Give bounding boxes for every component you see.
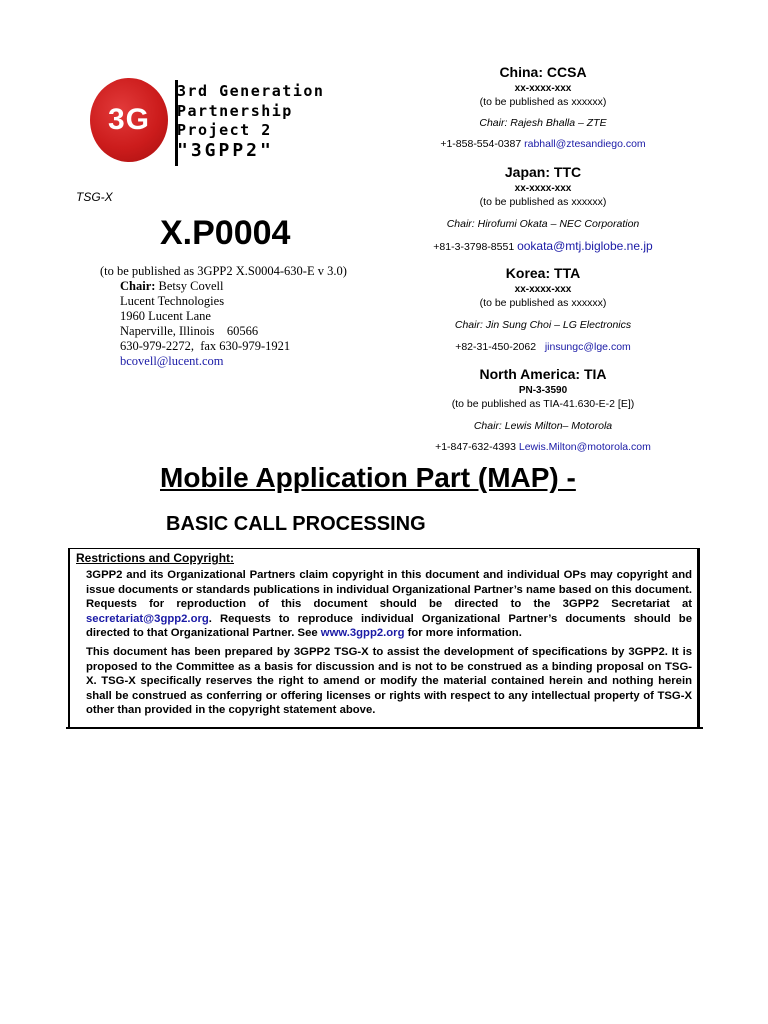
logo-line-4: "3GPP2"	[177, 140, 274, 161]
org-japan-contact	[408, 239, 678, 253]
copyright-box-shadow	[66, 727, 703, 729]
copyright-paragraph-1	[86, 568, 692, 641]
document-subtitle: BASIC CALL PROCESSING	[166, 513, 426, 535]
logo-line-2: Partnership	[177, 102, 293, 120]
chair-company: Lucent Technologies	[120, 294, 225, 308]
org-china-name: China: CCSA	[499, 64, 587, 80]
chair-name: Betsy Covell	[158, 279, 224, 293]
org-korea-email-link[interactable]: jinsungc@lge.com	[544, 341, 631, 353]
chair-address-1: 1960 Lucent Lane	[120, 309, 211, 323]
logo-3g-text: 3G	[107, 103, 151, 136]
org-tia-name: North America: TIA	[479, 366, 607, 382]
copyright-para1-text-c: for more information.	[404, 627, 522, 639]
publish-note: (to be published as 3GPP2 X.S0004-630-E v 3.0)	[100, 264, 347, 278]
org-korea-name: Korea: TTA	[505, 265, 581, 281]
org-tia-email-link[interactable]: Lewis.Milton@motorola.com	[518, 441, 651, 453]
3gpp2-logo-mark	[90, 78, 168, 162]
org-tia-chair: Chair: Lewis Milton– Motorola	[473, 420, 613, 432]
group-label: TSG-X	[76, 190, 113, 204]
chair-line	[120, 279, 223, 294]
org-china-code: xx-xxxx-xxx	[514, 83, 572, 94]
org-korea-code: xx-xxxx-xxx	[514, 284, 572, 295]
chair-address-2: Naperville, Illinois 60566	[120, 324, 259, 338]
org-china-email-link[interactable]: rabhall@ztesandiego.com	[524, 138, 646, 150]
org-japan-email-link[interactable]: ookata@mtj.biglobe.ne.jp	[517, 239, 653, 253]
org-japan-phone: +81-3-3798-8551	[433, 241, 515, 253]
chair-phone: 630-979-2272, fax 630-979-1921	[120, 339, 291, 353]
org-japan-name: Japan: TTC	[504, 164, 582, 180]
chair-label: Chair:	[120, 279, 156, 293]
org-japan-chair: Chair: Hirofumi Okata – NEC Corporation	[446, 218, 640, 230]
3gpp2-website-link[interactable]: www.3gpp2.org	[320, 627, 405, 639]
org-china-note: (to be published as xxxxxx)	[479, 96, 607, 108]
org-korea-chair: Chair: Jin Sung Choi – LG Electronics	[454, 319, 632, 331]
secretariat-email-link[interactable]: secretariat@3gpp2.org	[86, 612, 209, 625]
logo-line-1: 3rd Generation	[177, 82, 325, 100]
org-korea-contact	[408, 341, 678, 353]
org-tia-contact	[408, 441, 678, 453]
logo-line-3: Project 2	[177, 121, 272, 139]
copyright-paragraph-2: This document has been prepared by 3GPP2 TSG-X to assist the development of specifications by 3GPP2. It is proposed to the Committee as a basis for discussion and is not to be construed as a binding proposal on TSG-X. TSG-X specifically reserves the right to amend or modify the material contained herein and nothing herein shall be construed as conferring or offering licenses or rights with respect to any intellectual property of TSG-X other than provided in the copyright statement above.	[86, 646, 692, 716]
org-china-chair: Chair: Rajesh Bhalla – ZTE	[479, 117, 607, 129]
copyright-para1-text-b: . Requests to reproduce individual Organizational Partner’s documents should be directed to that Organizational Partner. See	[86, 612, 692, 639]
org-tia-phone: +1-847-632-4393	[435, 441, 516, 453]
org-china-phone: +1-858-554-0387	[440, 138, 522, 150]
org-china-contact	[408, 138, 678, 150]
document-number: X.P0004	[160, 214, 291, 252]
chair-email-link[interactable]: bcovell@lucent.com	[120, 354, 224, 368]
org-korea-phone: +82-31-450-2062	[455, 341, 537, 353]
org-tia-code: PN-3-3590	[518, 385, 568, 396]
org-japan-note: (to be published as xxxxxx)	[479, 196, 607, 208]
org-korea-note: (to be published as xxxxxx)	[479, 297, 607, 309]
org-japan-code: xx-xxxx-xxx	[514, 183, 572, 194]
org-tia-note: (to be published as TIA-41.630-E-2 [E])	[451, 398, 635, 410]
copyright-para1-text-a: 3GPP2 and its Organizational Partners claim copyright in this document and individual OPs may copyright and issue documents or standards publications in individual Organizational Partner’s name based on this document. Requests for reproduction of this document should be directed to the 3GPP2 Secretariat at	[86, 569, 692, 610]
document-title: Mobile Application Part (MAP) -	[160, 462, 576, 493]
copyright-heading: Restrictions and Copyright:	[76, 551, 235, 565]
